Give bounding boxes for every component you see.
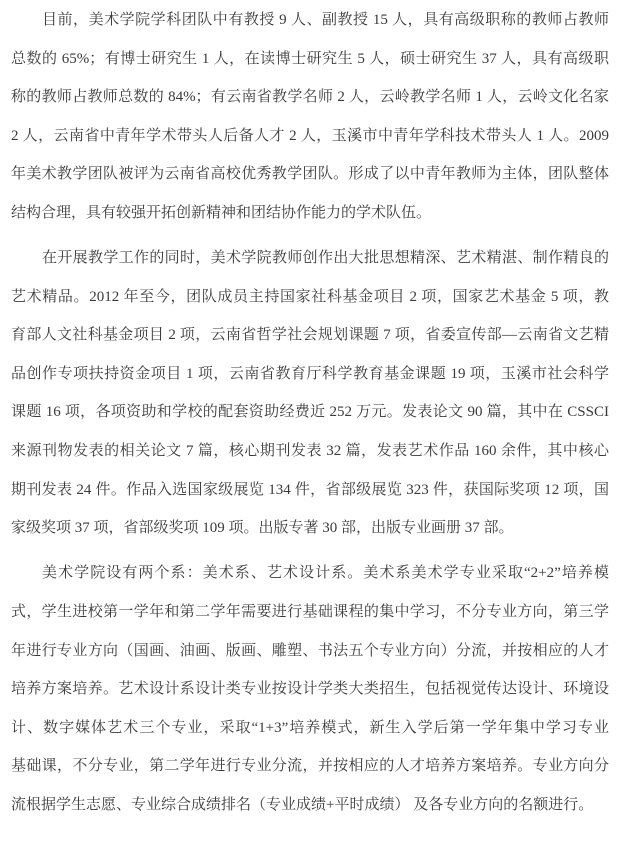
text-line: 育部人文社科基金项目 2 项，云南省哲学社会规划课题 7 项，省委宣传部—云南省文艺精: [11, 327, 609, 344]
text-line: 计、数字媒体艺术三个专业，采取“1+3”培养模式，新生入学后第一学年集中学习专业: [11, 719, 609, 736]
text-line: 称的教师占教师总数的 84%；有云南省教学名师 2 人，云岭教学名师 1 人，云岭文化名家: [11, 89, 609, 106]
text-line: 年进行专业方向（国画、油画、版画、雕塑、书法五个专业方向）分流，并按相应的人才: [11, 642, 609, 659]
text-line: 在开展教学工作的同时，美术学院教师创作出大批思想精深、艺术精湛、制作精良的: [42, 250, 609, 267]
text-line: 年美术教学团队被评为云南省高校优秀教学团队。形成了以中青年教师为主体，团队整体: [11, 166, 609, 183]
text-line: 2 人，云南省中青年学术带头人后备人才 2 人，玉溪市中青年学科技术带头人 1 人。2009: [11, 127, 609, 144]
paragraph-departments: [11, 554, 609, 824]
text-line: 品创作专项扶持资金项目 1 项，云南省教育厅科学教育基金课题 19 项，玉溪市社会科学: [11, 365, 609, 382]
paragraph-research-achievements: [11, 239, 609, 548]
text-line: 期刊发表 24 件。作品入选国家级展览 134 件，省部级展览 323 件，获国际奖项 12 项，国: [11, 481, 609, 498]
text-line: 流根据学生志愿、专业综合成绩排名（专业成绩+平时成绩） 及各专业方向的名额进行。: [11, 796, 594, 813]
text-line: 家级奖项 37 项，省部级奖项 109 项。出版专著 30 部，出版专业画册 37 部。: [11, 520, 514, 537]
text-line: 课题 16 项，各项资助和学校的配套资助经费近 252 万元。发表论文 90 篇，其中在 CSSCI: [11, 404, 609, 421]
text-line: 培养方案培养。艺术设计系设计类专业按设计学类大类招生，包括视觉传达设计、环境设: [11, 681, 609, 698]
text-line: 基础课，不分专业，第二学年进行专业分流，并按相应的人才培养方案培养。专业方向分: [11, 758, 609, 775]
text-line: 目前，美术学院学科团队中有教授 9 人、副教授 15 人，具有高级职称的教师占教师: [42, 12, 609, 28]
text-line: 式，学生进校第一学年和第二学年需要进行基础课程的集中学习，不分专业方向，第三学: [11, 603, 609, 620]
paragraph-faculty-team: [11, 1, 609, 233]
text-line: 总数的 65%；有博士研究生 1 人，在读博士研究生 5 人，硕士研究生 37 人，具有高级职: [11, 50, 609, 67]
text-line: 结构合理，具有较强开拓创新精神和团结协作能力的学术队伍。: [11, 204, 432, 221]
text-line: 艺术精品。2012 年至今，团队成员主持国家社科基金项目 2 项，国家艺术基金 5 项，教: [11, 288, 609, 305]
text-line: 来源刊物发表的相关论文 7 篇，核心期刊发表 32 篇，发表艺术作品 160 余件，其中核心: [11, 443, 609, 460]
text-line: 美术学院设有两个系：美术系、艺术设计系。美术系美术学专业采取“2+2”培养模: [42, 565, 609, 582]
